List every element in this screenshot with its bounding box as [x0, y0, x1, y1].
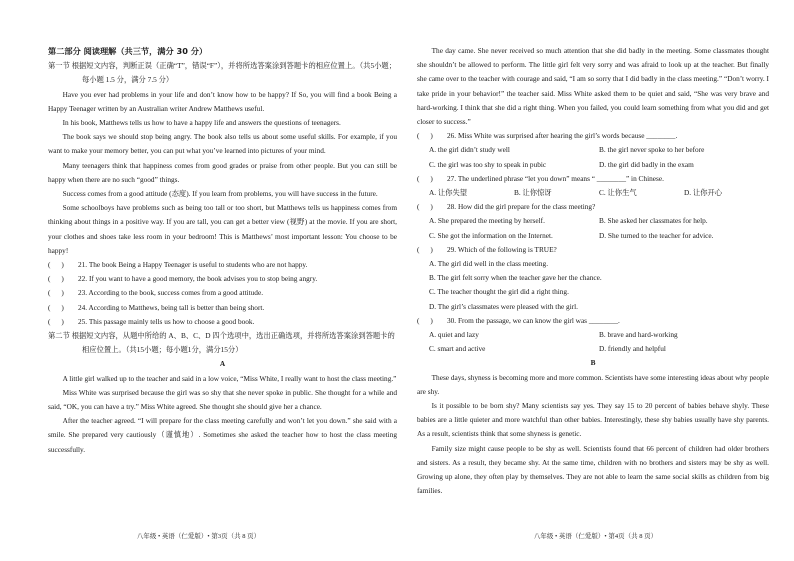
section1-instruction: 第一节 根据短文内容，判断正误（正确“T”，错误“F”），并将所选答案涂到答题卡的相应位置上。（共5小题；每小题 1.5 分，满分 7.5 分）: [48, 61, 396, 85]
passage-a-paragraph: After the teacher agreed. “I will prepare for the class meeting carefully and won’t let you down.” she said with a smile. She prepared very cautiously（谨慎地）. Sometimes she asked the teacher how to host the class meeting successfully.: [48, 416, 397, 454]
passage-b-paragraph: Is it possible to be born shy? Many scientists say yes. They say 15 to 20 percent of babies behave shyly. These babies are a little quieter and more watchful than other babies. Interestingly, these shy babies usually have shy parents. As a result, scientists think that some shyness is genetic.: [417, 401, 769, 439]
tf-question-25: [48, 315, 397, 329]
passage-1: [48, 88, 397, 258]
mc-question-26: [417, 129, 769, 172]
option-c: C. the girl was too shy to speak in pubic: [429, 159, 547, 169]
tf-question-24: [48, 301, 397, 315]
question-text: 28. How did the girl prepare for the class meeting?: [447, 202, 596, 212]
answer-blank: ( ): [417, 202, 433, 212]
question-text: 29. Which of the following is TRUE?: [447, 244, 557, 254]
page-footer-right: 八年级 • 英语（仁爱版）• 第4页（共 8 页）: [533, 533, 658, 540]
answer-blank: ( ): [48, 260, 64, 270]
option-a: A. She prepared the meeting by herself.: [429, 216, 545, 226]
option-d: D. the girl did badly in the exam: [599, 159, 694, 169]
answer-blank: ( ): [417, 315, 433, 325]
question-text: 22. If you want to have a good memory, the book advises you to stop being angry.: [78, 274, 318, 284]
mc-question-27: [417, 172, 769, 200]
option-a: A. The girl did well in the class meeting.: [429, 259, 549, 269]
answer-blank: ( ): [417, 131, 433, 141]
option-c: C. She got the information on the Internet.: [429, 230, 553, 240]
option-d: D. The girl’s classmates were pleased with the girl.: [429, 301, 579, 311]
page-footer-left: 八年级 • 英语（仁爱版）• 第3页（共 8 页）: [136, 533, 261, 540]
option-c: C. smart and active: [429, 344, 486, 354]
passage-1-paragraph: Some schoolboys have problems such as being too tall or too short, but Matthews tells us happiness comes from thinking about things in a positive way. If you are tall, you can get a better view (视野) at the movie. If you are short, your clothes and shoes take less room in your bedroom! This is Matthews’ most important lesson: You choose to be happy!: [48, 203, 397, 255]
passage-a-paragraph: The day came. She never received so much attention that she did badly in the meeting. Some classmates thought she shouldn’t be allowed to perform. The little girl felt very sorry and was afraid to look up at the teacher. But finally she came over to the teacher with courage and said, “I am so sorry that I did badly in the class meeting.” “Don’t worry. I take pride in your behavior!” the teacher said. Miss White asked them to be quiet and said, “She was very brave and hard-working. I think that she did a right thing. When you failed, you could learn something from what you did and get closer to success.”: [417, 46, 769, 127]
option-c: C. 让你生气: [599, 188, 637, 198]
passage-a-paragraph: Miss White was surprised because the girl was so shy that she never spoke in public. She thought for a while and said, “OK, you can have a try.” Miss White agreed. She thought she should give her a chance.: [48, 387, 397, 412]
tf-question-23: [48, 286, 397, 300]
passage-1-paragraph: Success comes from a good attitude (态度). If you learn from problems, you will have success in the future.: [62, 189, 378, 199]
option-b: B. The girl felt sorry when the teacher gave her the chance.: [429, 273, 602, 283]
question-text: 25. This passage mainly tells us how to choose a good book.: [78, 316, 255, 326]
passage-b: [417, 371, 769, 499]
option-d: D. friendly and helpful: [599, 344, 666, 354]
answer-blank: ( ): [48, 274, 64, 284]
passage-1-paragraph: Many teenagers think that happiness comes from good grades or praise from other people. But you can still be happy when there are no such “good” things.: [48, 160, 397, 184]
section2-instruction: 第二节 根据短文内容，从题中所给的 A、B、C、D 四个选项中，选出正确选项，并将所选答案涂到答题卡的相应位置上。（共15小题；每小题1分，满分15分）: [48, 331, 395, 355]
question-text: 21. The book Being a Happy Teenager is useful to students who are not happy.: [78, 260, 308, 270]
answer-blank: ( ): [48, 302, 64, 312]
question-text: 24. According to Matthews, being tall is better than being short.: [78, 302, 265, 312]
right-column: [417, 44, 769, 499]
tf-question-list: [48, 258, 397, 329]
option-c: C. The teacher thought the girl did a right thing.: [429, 287, 569, 297]
passage-a: [48, 372, 397, 457]
option-a: A. quiet and lazy: [429, 330, 479, 340]
option-b: B. the girl never spoke to her before: [599, 145, 705, 155]
passage-b-paragraph: Family size might cause people to be shy as well. Scientists found that 66 percent of children had older brothers and sisters. As a result, they became shy. At the same time, children with no brothers and sisters may be shy as well. Growing up alone, they often play by themselves. They are not able to learn the same social skills as children from big families.: [417, 443, 769, 496]
option-d: D. She turned to the teacher for advice.: [599, 230, 714, 240]
option-b: B. 让你惊讶: [514, 188, 552, 198]
passage-a-label: A: [219, 359, 226, 369]
tf-question-21: [48, 258, 397, 272]
answer-blank: ( ): [417, 244, 433, 254]
mc-question-28: [417, 200, 769, 243]
passage-b-paragraph: These days, shyness is becoming more and more common. Scientists have some interesting ideas about why people are shy.: [417, 372, 769, 396]
part-title: 第二部分 阅读理解（共三节，满分 30 分）: [48, 46, 208, 56]
question-text: 30. From the passage, we can know the girl was ________.: [447, 315, 620, 325]
option-d: D. 让你开心: [684, 188, 723, 198]
passage-a-paragraph: A little girl walked up to the teacher and said in a low voice, “Miss White, I really want to host the class meeting.”: [62, 373, 397, 383]
tf-question-22: [48, 272, 397, 286]
passage-1-paragraph: Have you ever had problems in your life and don’t know how to be happy? If So, you will find a book Being a Happy Teenager written by an Australian writer Andrew Matthews useful.: [48, 89, 397, 113]
left-column: [48, 44, 397, 457]
option-a: A. 让你失望: [429, 188, 468, 198]
passage-b-label: B: [590, 358, 596, 368]
option-b: B. brave and hard-working: [599, 330, 678, 340]
option-b: B. She asked her classmates for help.: [599, 216, 708, 226]
mc-question-30: [417, 314, 769, 357]
mc-question-29: [417, 243, 769, 314]
question-text: 23. According to the book, success comes from a good attitude.: [78, 288, 264, 298]
passage-1-paragraph: The book says we should stop being angry. The book also tells us about some useful skills. For example, if you want to make your memory better, you can put what you’ve learned into pictures of your mind.: [48, 132, 397, 156]
answer-blank: ( ): [417, 173, 433, 183]
option-a: A. the girl didn’t study well: [429, 145, 510, 155]
question-text: 26. Miss White was surprised after hearing the girl’s words because ________.: [447, 131, 678, 141]
answer-blank: ( ): [48, 316, 64, 326]
question-text: 27. The underlined phrase “let you down” means “ ________” in Chinese.: [447, 173, 664, 183]
right-page: [397, 0, 794, 561]
passage-1-paragraph: In his book, Matthews tells us how to have a happy life and answers the questions of teenagers.: [62, 118, 341, 128]
answer-blank: ( ): [48, 288, 64, 298]
